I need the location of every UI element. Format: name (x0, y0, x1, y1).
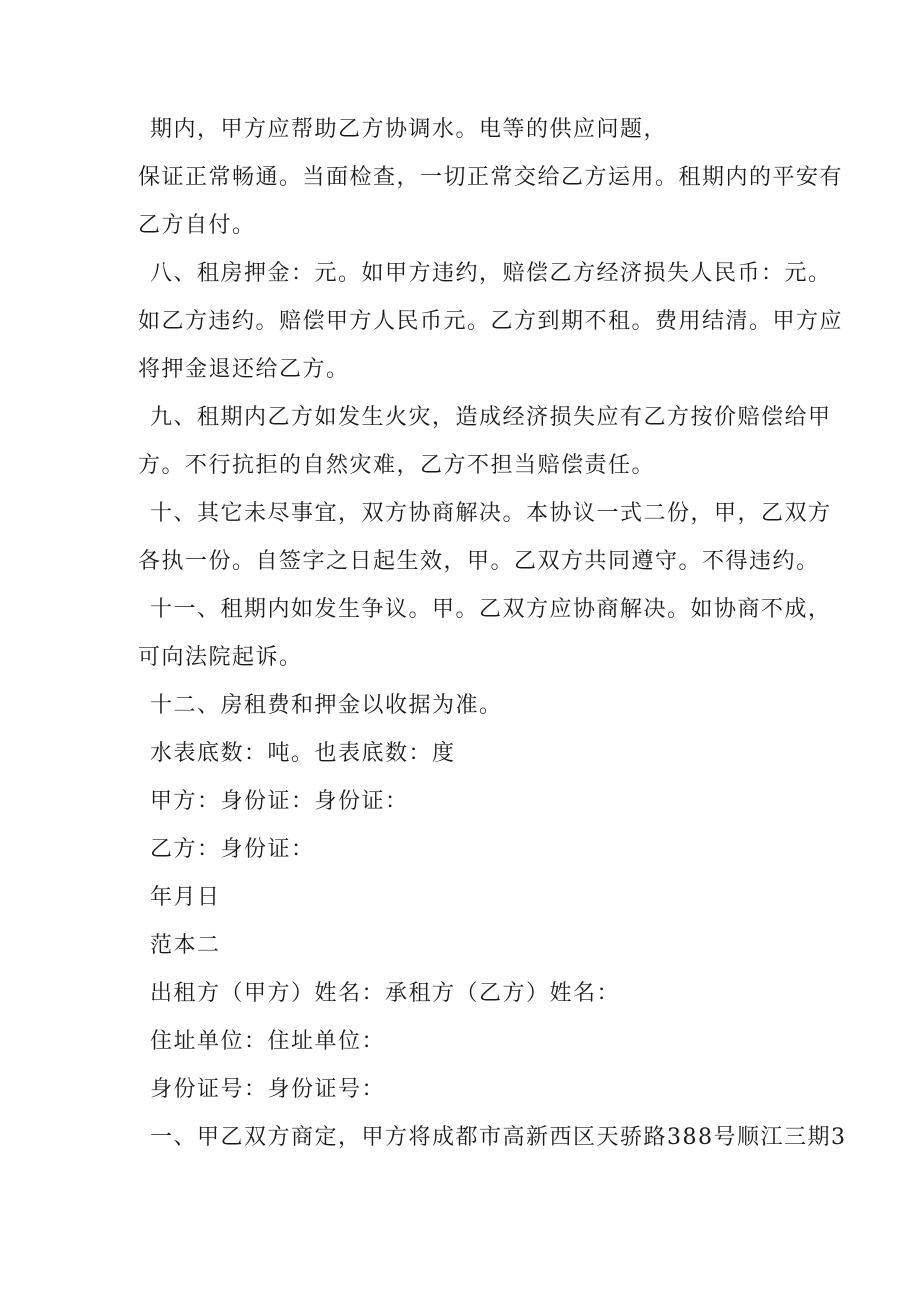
date-line: 年月日 (150, 885, 221, 910)
party-names-line: 出租方（甲方）姓名：承租方（乙方）姓名： (150, 981, 621, 1006)
clause-nine-line: 九、租期内乙方如发生火灾，造成经济损失应有乙方按价赔偿给甲 (150, 405, 832, 430)
id-number-line: 身份证号：身份证号： (150, 1077, 386, 1102)
document-body (138, 106, 847, 1162)
clause-eight-line: 八、租房押金：元。如甲方违约，赔偿乙方经济损失人民币：元。 (150, 261, 832, 286)
paragraph-line: 期内，甲方应帮助乙方协调水。电等的供应问题， (150, 117, 668, 142)
clause-eleven-line: 十一、租期内如发生争议。甲。乙双方应协商解决。如协商不成， (150, 597, 832, 622)
clause-one-line: 一、甲乙双方商定，甲方将成都市高新西区天骄路388号顺江三期3 (150, 1125, 847, 1150)
paragraph-line: 方。不行抗拒的自然灾难，乙方不担当赔偿责任。 (138, 453, 656, 478)
paragraph-line: 可向法院起诉。 (138, 645, 303, 670)
paragraph-line: 将押金退还给乙方。 (138, 357, 350, 382)
meter-reading-line: 水表底数：吨。也表底数：度 (150, 741, 456, 766)
clause-ten-line: 十、其它未尽事宜，双方协商解决。本协议一式二份，甲，乙双方 (150, 501, 832, 526)
party-b-signature-line: 乙方：身份证： (150, 837, 315, 862)
section-heading: 范本二 (150, 933, 221, 958)
paragraph-line: 各执一份。自签字之日起生效，甲。乙双方共同遵守。不得违约。 (138, 549, 820, 574)
clause-twelve-line: 十二、房租费和押金以收据为准。 (150, 693, 503, 718)
paragraph-line: 乙方自付。 (138, 213, 256, 238)
paragraph-line: 保证正常畅通。当面检查，一切正常交给乙方运用。租期内的平安有 (138, 165, 844, 190)
party-a-signature-line: 甲方：身份证：身份证： (150, 789, 409, 814)
paragraph-line: 如乙方违约。赔偿甲方人民币元。乙方到期不租。费用结清。甲方应 (138, 309, 844, 334)
address-line: 住址单位：住址单位： (150, 1029, 386, 1054)
